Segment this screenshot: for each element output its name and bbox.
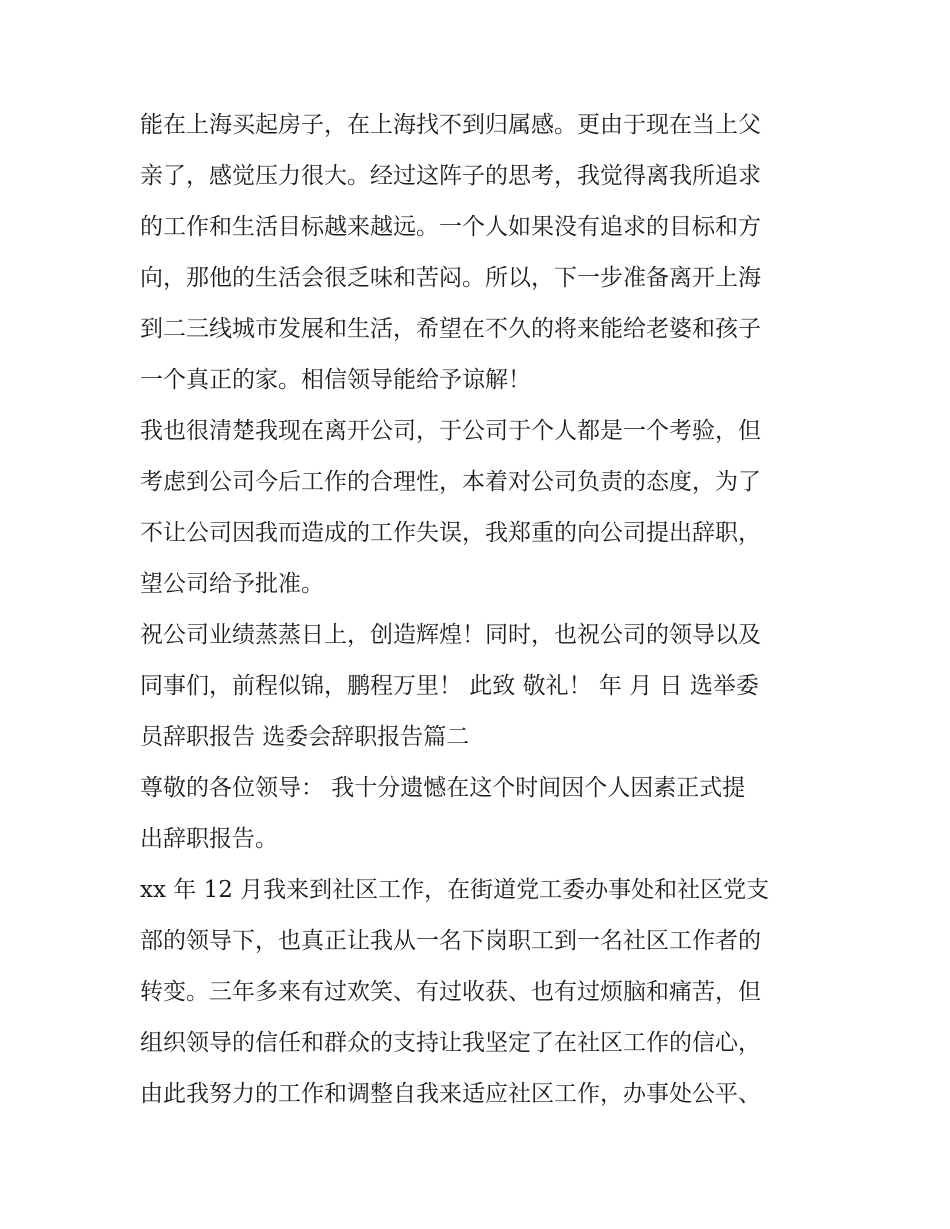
text-line: 的工作和生活目标越来越远。一个人如果没有追求的目标和方 xyxy=(140,214,761,240)
text-line: 向，那他的生活会很乏味和苦闷。所以，下一步准备离开上海 xyxy=(140,265,761,291)
document-body xyxy=(140,100,820,1120)
text-line: 员辞职报告 选委会辞职报告篇二 xyxy=(140,724,470,750)
text-line: 部的领导下，也真正让我从一名下岗职工到一名社区工作者的 xyxy=(140,928,761,954)
text-line: 同事们，前程似锦，鹏程万里！ 此致 敬礼！ 年 月 日 选举委 xyxy=(140,673,759,699)
text-line: 出辞职报告。 xyxy=(140,826,278,852)
text-line: 组织领导的信任和群众的支持让我坚定了在社区工作的信心， xyxy=(140,1030,761,1056)
text-line: 考虑到公司今后工作的合理性，本着对公司负责的态度，为了 xyxy=(140,469,761,495)
paragraph-salutation xyxy=(140,763,820,865)
text-line: 由此我努力的工作和调整自我来适应社区工作，办事处公平、 xyxy=(140,1081,761,1107)
text-line: 转变。三年多来有过欢笑、有过收获、也有过烦脑和痛苦，但 xyxy=(140,979,761,1005)
text-line: 能在上海买起房子，在上海找不到归属感。更由于现在当上父 xyxy=(140,112,761,138)
paragraph-family-reason xyxy=(140,100,820,406)
text-line: 不让公司因我而造成的工作失误，我郑重的向公司提出辞职， xyxy=(140,520,761,546)
text-line: 祝公司业绩蒸蒸日上，创造辉煌！同时，也祝公司的领导以及 xyxy=(140,622,761,648)
paragraph-closing-wishes xyxy=(140,610,820,763)
text-line: 一个真正的家。相信领导能给予谅解！ xyxy=(140,367,531,393)
paragraph-community-work xyxy=(140,865,820,1120)
text-line: 尊敬的各位领导： 我十分遗憾在这个时间因个人因素正式提 xyxy=(140,775,746,801)
text-line: 望公司给予批准。 xyxy=(140,571,324,597)
text-line: 亲了，感觉压力很大。经过这阵子的思考，我觉得离我所追求 xyxy=(140,163,761,189)
text-line: 到二三线城市发展和生活，希望在不久的将来能给老婆和孩子 xyxy=(140,316,761,342)
paragraph-resignation-request xyxy=(140,406,820,610)
text-line: 我也很清楚我现在离开公司，于公司于个人都是一个考验，但 xyxy=(140,418,761,444)
text-line: xx 年 12 月我来到社区工作，在街道党工委办事处和社区党支 xyxy=(140,877,770,903)
